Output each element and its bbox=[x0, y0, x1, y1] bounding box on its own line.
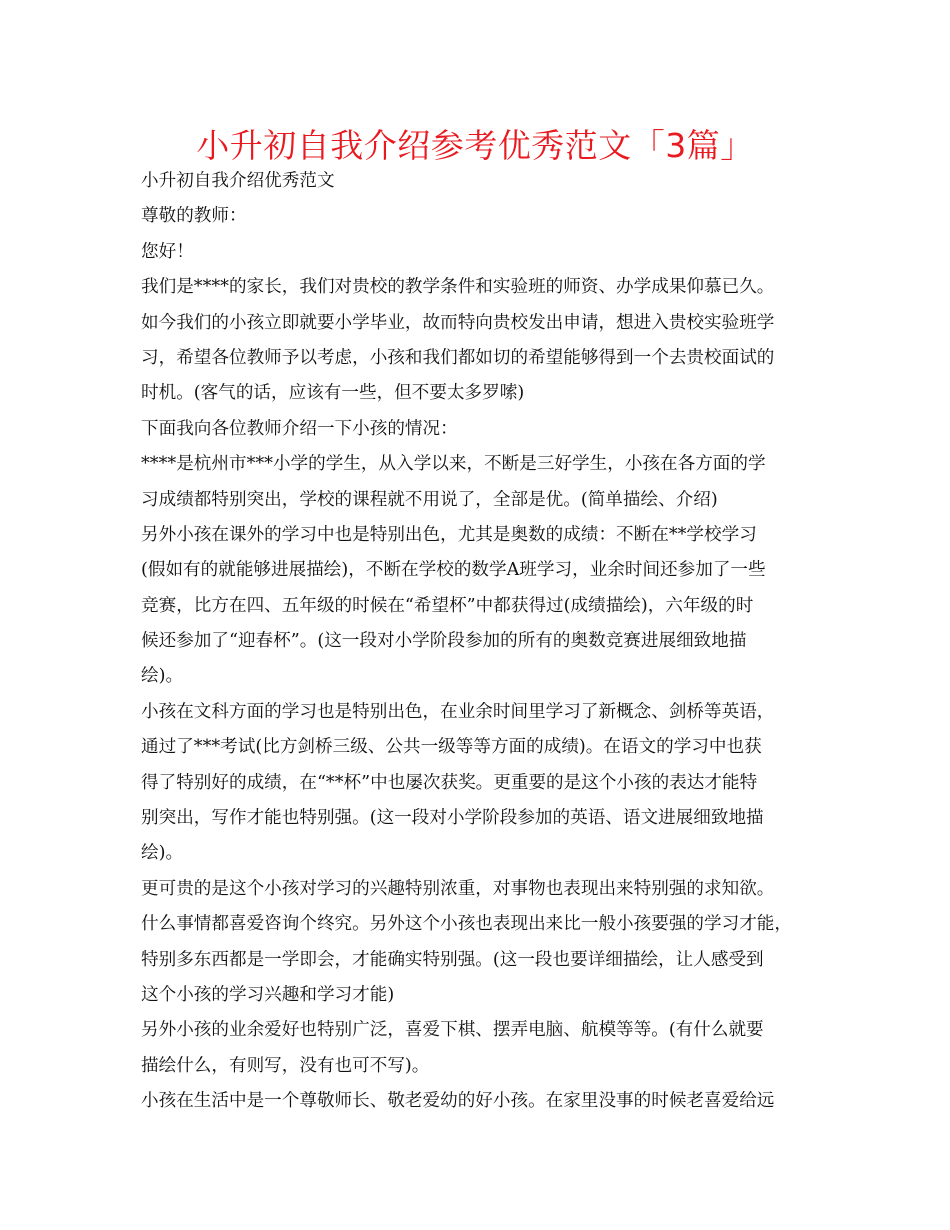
document-title: 小升初自我介绍参考优秀范文「3篇」 bbox=[196, 126, 754, 165]
text-line: 小孩在文科方面的学习也是特别出色，在业余时间里学习了新概念、剑桥等英语， bbox=[141, 701, 775, 722]
text-line: 小升初自我介绍优秀范文 bbox=[141, 171, 335, 191]
text-line: 绘)。 bbox=[141, 843, 184, 864]
text-line: 这个小孩的学习兴趣和学习才能) bbox=[141, 984, 395, 1005]
text-line: ****是杭州市***小学的学生，从入学以来，不断是三好学生，小孩在各方面的学 bbox=[141, 454, 766, 475]
text-line: 时机。(客气的话，应该有一些，但不要太多罗嗦) bbox=[141, 383, 525, 404]
text-line: 更可贵的是这个小孩对学习的兴趣特别浓重，对事物也表现出来特别强的求知欲。 bbox=[141, 878, 775, 899]
text-line: 得了特别好的成绩，在“**杯”中也屡次获奖。更重要的是这个小孩的表达才能特 bbox=[141, 772, 758, 793]
text-line: (假如有的就能够进展描绘)，不断在学校的数学A班学习，业余时间还参加了一些 bbox=[141, 560, 766, 581]
text-line: 候还参加了“迎春杯”。(这一段对小学阶段参加的所有的奥数竞赛进展细致地描 bbox=[141, 631, 747, 652]
text-line: 绘)。 bbox=[141, 666, 184, 687]
text-line: 竞赛，比方在四、五年级的时候在“希望杯”中都获得过(成绩描绘)，六年级的时 bbox=[141, 595, 754, 616]
text-line: 通过了***考试(比方剑桥三级、公共一级等等方面的成绩)。在语文的学习中也获 bbox=[141, 737, 762, 758]
text-line: 描绘什么，有则写，没有也可不写)。 bbox=[141, 1055, 430, 1076]
text-line: 小孩在生活中是一个尊敬师长、敬老爱幼的好小孩。在家里没事的时候老喜爱给远 bbox=[141, 1091, 775, 1112]
text-line: 别突出，写作才能也特别强。(这一段对小学阶段参加的英语、语文进展细致地描 bbox=[141, 808, 764, 829]
document-body bbox=[141, 164, 821, 1120]
text-line: 尊敬的教师： bbox=[141, 206, 247, 227]
text-line: 特别多东西都是一学即会，才能确实特别强。(这一段也要详细描绘，让人感受到 bbox=[141, 949, 764, 970]
text-line: 另外小孩在课外的学习中也是特别出色，尤其是奥数的成绩：不断在**学校学习 bbox=[141, 524, 757, 545]
text-line: 下面我向各位教师介绍一下小孩的情况： bbox=[141, 418, 458, 439]
text-line: 习，希望各位教师予以考虑，小孩和我们都如切的希望能够得到一个去贵校面试的 bbox=[141, 347, 775, 368]
text-line: 习成绩都特别突出，学校的课程就不用说了，全部是优。(简单描绘、介绍) bbox=[141, 489, 718, 510]
text-line: 如今我们的小孩立即就要小学毕业，故而特向贵校发出申请，想进入贵校实验班学 bbox=[141, 312, 775, 333]
text-line: 另外小孩的业余爱好也特别广泛，喜爱下棋、摆弄电脑、航模等等。(有什么就要 bbox=[141, 1020, 764, 1041]
text-line: 您好！ bbox=[141, 241, 194, 262]
text-line: 什么事情都喜爱咨询个终究。另外这个小孩也表现出来比一般小孩要强的学习才能， bbox=[141, 914, 792, 935]
text-line: 我们是****的家长，我们对贵校的教学条件和实验班的师资、办学成果仰慕已久。 bbox=[141, 277, 775, 298]
